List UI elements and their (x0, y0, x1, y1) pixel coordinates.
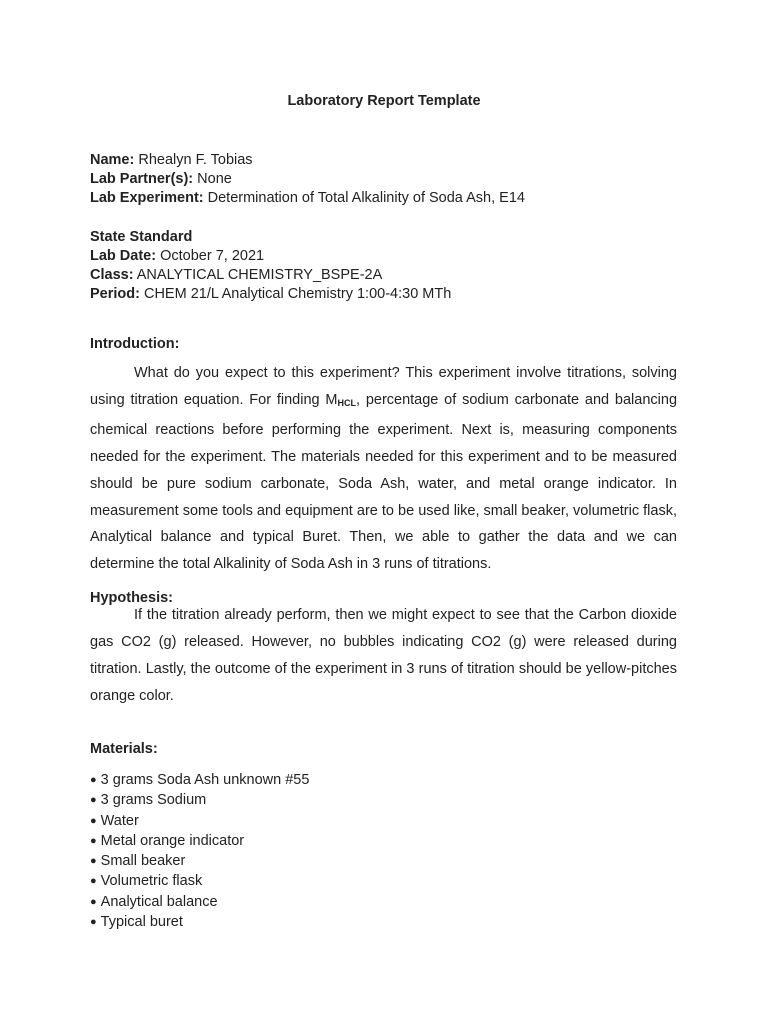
partner-label: Lab Partner(s): (90, 171, 194, 187)
list-item: ● Metal orange indicator (90, 832, 309, 852)
date-label: Lab Date: (90, 248, 157, 264)
materials-heading: Materials: (90, 741, 158, 757)
experiment-value: Determination of Total Alkalinity of Soda Ash, E14 (203, 190, 525, 206)
list-item: ● Small beaker (90, 852, 309, 872)
experiment-label: Lab Experiment: (90, 190, 204, 206)
date-line (90, 247, 264, 266)
name-line (90, 151, 253, 170)
hypothesis-heading: Hypothesis: (90, 590, 173, 606)
materials-list (90, 771, 309, 933)
hypothesis-text: If the titration already perform, then we might expect to see that the Carbon dioxide gas CO2 (g) released. However, no bubbles indicating CO2 (g) were released during titration. Lastly, the outcome of the experiment in 3 runs of titration should be yellow-pitches orange color. (90, 607, 677, 704)
state-standard-label: State Standard (90, 229, 193, 245)
date-value: October 7, 2021 (156, 248, 265, 264)
hypothesis-paragraph (90, 602, 677, 710)
experiment-line (90, 189, 525, 208)
list-item: ● 3 grams Sodium (90, 791, 309, 811)
list-item: ● Analytical balance (90, 893, 309, 913)
period-value: CHEM 21/L Analytical Chemistry 1:00-4:30 MTh (139, 286, 452, 302)
name-label: Name: (90, 152, 135, 168)
introduction-paragraph (90, 360, 677, 578)
period-line (90, 285, 451, 304)
introduction-heading: Introduction: (90, 336, 180, 352)
introduction-text-2: , percentage of sodium carbonate and balancing chemical reactions before performing the experiment. Next is, measuring components needed for the experiment. The materials needed for this experiment and to be measured should be pure sodium carbonate, Soda Ash, water, and metal orange indicator. In measurement some tools and equipment are to be used like, small beaker, volumetric flask, Analytical balance and typical Buret. Then, we able to gather the data and we can determine the total Alkalinity of Soda Ash in 3 runs of titrations. (90, 391, 678, 573)
introduction-text-1: What do you expect to this experiment? This experiment involve titrations, solving using titration equation. For finding M (90, 365, 677, 408)
list-item: ● Volumetric flask (90, 872, 309, 892)
class-label: Class: (90, 267, 134, 283)
name-value: Rhealyn F. Tobias (134, 152, 253, 168)
list-item: ● 3 grams Soda Ash unknown #55 (90, 771, 309, 791)
state-standard-line (90, 228, 192, 247)
class-value: ANALYTICAL CHEMISTRY_BSPE-2A (133, 267, 383, 283)
page-title: Laboratory Report Template (287, 93, 481, 109)
period-label: Period: (90, 286, 140, 302)
introduction-subscript: HCL (337, 397, 356, 408)
list-item: ● Water (90, 812, 309, 832)
partner-line (90, 170, 232, 189)
partner-value: None (193, 171, 232, 187)
list-item: ● Typical buret (90, 913, 309, 933)
class-line (90, 266, 382, 285)
